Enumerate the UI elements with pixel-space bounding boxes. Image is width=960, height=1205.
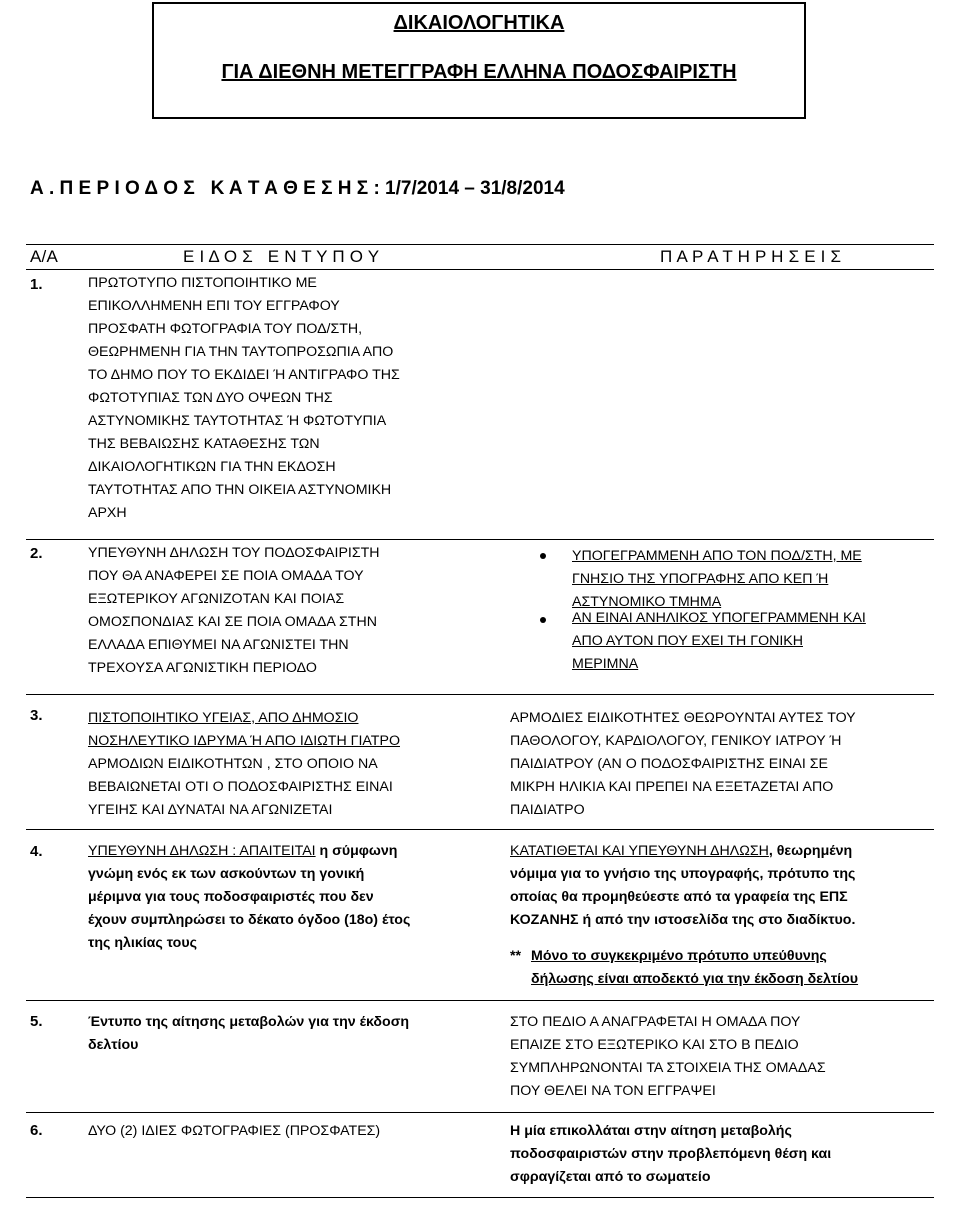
bullet-icon [540,617,546,623]
row-4-notes: νόμιμα για το γνήσιο της υπογραφής, πρότυπο της οποίας θα προμηθεύεστε από τα γραφεία της ΕΠΣ ΚΟΖΑΝΗΣ ή από την ιστοσελίδα της στο διαδίκτυο. [510,866,856,928]
row-4-document-lead: η σύμφωνη [315,843,398,859]
row-4-document-underlined: ΥΠΕΥΘΥΝΗ ΔΗΛΩΣΗ : ΑΠΑΙΤΕΙΤΑΙ [88,843,316,859]
header-notes: Π Α Ρ Α Τ Η Ρ Η Σ Ε Ι Σ [660,247,842,266]
row-2-note-bullet-1: ΥΠΟΓΕΓΡΑΜΜΕΝΗ ΑΠΟ ΤΟΝ ΠΟΔ/ΣΤΗ, ΜΕ ΓΝΗΣΙΟ ΤΗΣ ΥΠΟΓΡΑΦΗΣ ΑΠΟ ΚΕΠ Ή ΑΣΤΥΝΟΜΙΚΟ ΤΜΗΜΑ [572,548,862,610]
header-doc-type: Ε Ι Δ Ο Σ Ε Ν Τ Υ Π Ο Υ [183,247,380,266]
row-number: 5. [30,1013,43,1030]
row-4-notes-lead: , θεωρημένη [768,843,853,859]
row-4-notes-star-text: Μόνο το συγκεκριμένο πρότυπο υπεύθυνης δήλωσης είναι αποδεκτό για την έκδοση δελτίου [531,948,859,987]
row-5-document: Έντυπο της αίτησης μεταβολών για την έκδοση δελτίου [88,1014,410,1053]
row-2-document: ΥΠΕΥΘΥΝΗ ΔΗΛΩΣΗ ΤΟΥ ΠΟΔΟΣΦΑΙΡΙΣΤΗ ΠΟΥ ΘΑ ΑΝΑΦΕΡΕΙ ΣΕ ΠΟΙΑ ΟΜΑΔΑ ΤΟΥ ΕΞΩΤΕΡΙΚΟΥ ΑΓΩΝΙΖΟΤΑΝ ΚΑΙ ΠΟΙΑΣ ΟΜΟΣΠΟΝΔΙΑΣ ΚΑΙ ΣΕ ΠΟΙΑ ΟΜΑΔΑ ΣΤΗΝ ΕΛΛΑΔΑ ΕΠΙΘΥΜΕΙ ΝΑ ΑΓΩΝΙΣΤΕΙ ΤΗΝ ΤΡΕΧΟΥΣΑ ΑΓΩΝΙΣΤΙΚΗ ΠΕΡΙΟΔΟ [88,545,380,676]
row-number: 3. [30,707,43,724]
row-4-notes-line1 [510,840,852,863]
row-3-notes: ΑΡΜΟΔΙΕΣ ΕΙΔΙΚΟΤΗΤΕΣ ΘΕΩΡΟΥΝΤΑΙ ΑΥΤΕΣ ΤΟΥ ΠΑΘΟΛΟΓΟΥ, ΚΑΡΔΙΟΛΟΓΟΥ, ΓΕΝΙΚΟΥ ΙΑΤΡΟΥ Ή ΠΑΙΔΙΑΤΡΟΥ (ΑΝ Ο ΠΟΔΟΣΦΑΙΡΙΣΤΗΣ ΕΙΝΑΙ ΣΕ ΜΙΚΡΗ ΗΛΙΚΙΑ ΚΑΙ ΠΡΕΠΕΙ ΝΑ ΕΞΕΤΑΖΕΤΑΙ ΑΠΟ ΠΑΙΔΙΑΤΡΟ [510,710,856,818]
table-top-border [26,244,934,245]
row-1-document: ΠΡΩΤΟΤΥΠΟ ΠΙΣΤΟΠΟΙΗΤΙΚΟ ΜΕ ΕΠΙΚΟΛΛΗΜΕΝΗ ΕΠΙ ΤΟΥ ΕΓΓΡΑΦΟΥ ΠΡΟΣΦΑΤΗ ΦΩΤΟΓΡΑΦΙΑ ΤΟΥ ΠΟΔ/ΣΤΗ, ΘΕΩΡΗΜΕΝΗ ΓΙΑ ΤΗΝ ΤΑΥΤΟΠΡΟΣΩΠΙΑ ΑΠΟ ΤΟ ΔΗΜΟ ΠΟΥ ΤΟ ΕΚΔΙΔΕΙ Ή ΑΝΤΙΓΡΑΦΟ ΤΗΣ ΦΩΤΟΤΥΠΙΑΣ ΤΩΝ ΔΥΟ ΟΨΕΩΝ ΤΗΣ ΑΣΤΥΝΟΜΙΚΗΣ ΤΑΥΤΟΤΗΤΑΣ Ή ΦΩΤΟΤΥΠΙΑ ΤΗΣ ΒΕΒΑΙΩΣΗΣ ΚΑΤΑΘΕΣΗΣ ΤΩΝ ΔΙΚΑΙΟΛΟΓΗΤΙΚΩΝ ΓΙΑ ΤΗΝ ΕΚΔΟΣΗ ΤΑΥΤΟΤΗΤΑΣ ΑΠΟ ΤΗΝ ΟΙΚΕΙΑ ΑΣΤΥΝΟΜΙΚΗ ΑΡΧΗ [88,275,400,521]
row-divider-5 [26,1112,934,1113]
row-divider-4 [26,1000,934,1001]
doc-subtitle: ΓΙΑ ΔΙΕΘΝΗ ΜΕΤΕΓΓΡΑΦΗ ΕΛΛΗΝΑ ΠΟΔΟΣΦΑΙΡΙΣΤΗ [221,61,737,83]
row-divider-1 [26,539,934,540]
header-bottom-border [26,269,934,270]
table-bottom-border [26,1197,934,1198]
row-divider-3 [26,829,934,830]
row-3-document-underlined: ΠΙΣΤΟΠΟΙΗΤΙΚΟ ΥΓΕΙΑΣ, ΑΠΟ ΔΗΜΟΣΙΟ ΝΟΣΗΛΕΥΤΙΚΟ ΙΔΡΥΜΑ Ή ΑΠΟ ΙΔΙΩΤΗ ΓΙΑΤΡΟ [88,710,400,749]
header-aa: Α/Α [30,247,59,266]
submission-period: Α . Π Ε Ρ Ι Ο Δ Ο Σ Κ Α Τ Α Θ Ε Σ Η Σ : 1/7/2014 – 31/8/2014 [30,178,565,199]
row-4-document-line1 [88,840,397,863]
row-2-note-bullet-2: ΑΝ ΕΙΝΑΙ ΑΝΗΛΙΚΟΣ ΥΠΟΓΕΓΡΑΜΜΕΝΗ ΚΑΙ ΑΠΟ ΑΥΤΟΝ ΠΟΥ ΕΧΕΙ ΤΗ ΓΟΝΙΚΗ ΜΕΡΙΜΝΑ [572,610,866,672]
bullet-icon [540,553,546,559]
row-divider-2 [26,694,934,695]
doc-title: ΔΙΚΑΙΟΛΟΓΗΤΙΚΑ [393,12,565,34]
row-number: 4. [30,843,43,860]
row-4-document: γνώμη ενός εκ των ασκούντων τη γονική μέριμνα για τους ποδοσφαιριστές που δεν έχουν συμπληρώσει το δέκατο όγδοο (18ο) έτος της ηλικίας τους [88,866,411,951]
row-4-notes-underlined: ΚΑΤΑΤΙΘΕΤΑΙ ΚΑΙ ΥΠΕΥΘΥΝΗ ΔΗΛΩΣΗ [510,843,769,859]
title-box [152,2,806,119]
row-6-notes: Η μία επικολλάται στην αίτηση μεταβολής ποδοσφαιριστών στην προβλεπόμενη θέση και σφραγίζεται από το σωματείο [510,1123,832,1185]
row-number: 1. [30,276,43,293]
row-5-notes: ΣΤΟ ΠΕΔΙΟ Α ΑΝΑΓΡΑΦΕΤΑΙ Η ΟΜΑΔΑ ΠΟΥ ΕΠΑΙΖΕ ΣΤΟ ΕΞΩΤΕΡΙΚΟ ΚΑΙ ΣΤΟ Β ΠΕΔΙΟ ΣΥΜΠΛΗΡΩΝΟΝΤΑΙ ΤΑ ΣΤΟΙΧΕΙΑ ΤΗΣ ΟΜΑΔΑΣ ΠΟΥ ΘΕΛΕΙ ΝΑ ΤΟΝ ΕΓΓΡΑΨΕΙ [510,1014,826,1099]
row-number: 6. [30,1122,43,1139]
row-4-notes-star: ** [510,948,522,964]
row-3-document: ΑΡΜΟΔΙΩΝ ΕΙΔΙΚΟΤΗΤΩΝ , ΣΤΟ ΟΠΟΙΟ ΝΑ ΒΕΒΑΙΩΝΕΤΑΙ ΟΤΙ Ο ΠΟΔΟΣΦΑΙΡΙΣΤΗΣ ΕΙΝΑΙ ΥΓΕΙΗΣ ΚΑΙ ΔΥΝΑΤΑΙ ΝΑ ΑΓΩΝΙΖΕΤΑΙ [88,756,393,818]
row-number: 2. [30,545,43,562]
row-6-document: ΔΥΟ (2) ΙΔΙΕΣ ΦΩΤΟΓΡΑΦΙΕΣ (ΠΡΟΣΦΑΤΕΣ) [88,1123,381,1139]
